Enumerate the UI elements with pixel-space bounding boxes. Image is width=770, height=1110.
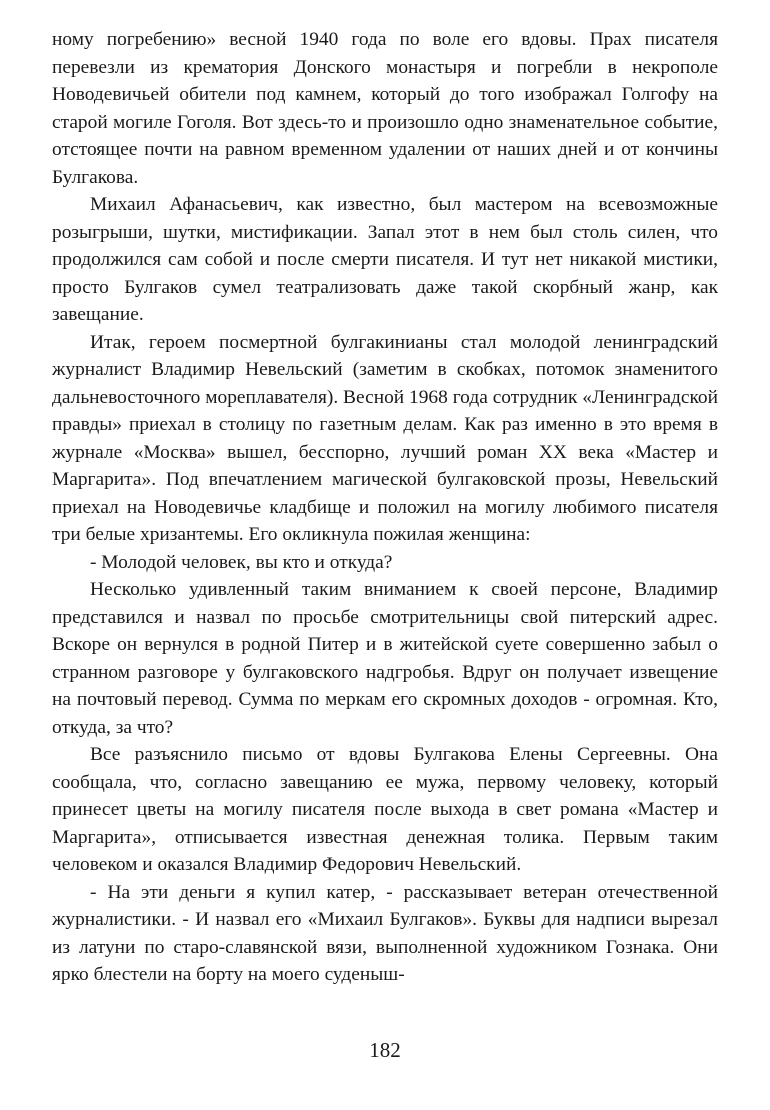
paragraph-7: - На эти деньги я купил катер, - рассказывает ветеран отечественной журналистики. - И назвал его «Михаил Булгаков». Буквы для надписи вырезал из латуни по старо-славянской вязи, выполненной художником Гознака. Они ярко блестели на борту на моего суденыш- <box>52 881 718 985</box>
paragraph-3: Итак, героем посмертной булгакинианы стал молодой ленинградский журналист Владимир Невельский (заметим в скобках, потомок знаменитого дальневосточного мореплавателя). Весной 1968 года сотрудник «Ленинградской правды» приехал в столицу по газетным делам. Как раз именно в это время в журнале «Москва» вышел, бесспорно, лучший роман XX века «Мастер и Маргарита». Под впечатлением магической булгаковской прозы, Невельский приехал на Новодевичье кладбище и положил на могилу любимого писателя три белые хризантемы. Его окликнула пожилая женщина: <box>52 331 718 545</box>
paragraph-6: Все разъяснило письмо от вдовы Булгакова Елены Сергеевны. Она сообщала, что, согласно завещанию ее мужа, первому человеку, который принесет цветы на могилу писателя после выхода в свет романа «Мастер и Маргарита», отписывается известная денежная толика. Первым таким человеком и оказался Владимир Федорович Невельский. <box>52 744 718 875</box>
page-number: 182 <box>369 1038 401 1062</box>
paragraph-1: ному погребению» весной 1940 года по воле его вдовы. Прах писателя перевезли из крематория Донского монастыря и погребли в некрополе Новодевичьей обители под камнем, который до того изображал Голгофу на старой могиле Гоголя. Вот здесь-то и произошло одно знаменательное событие, отстоящее почти на равном временном удалении от наших дней и от кончины Булгакова. <box>52 29 718 188</box>
paragraph-4: - Молодой человек, вы кто и откуда? <box>90 551 393 573</box>
paragraph-2: Михаил Афанасьевич, как известно, был мастером на всевозможные розыгрыши, шутки, мистификации. Запал этот в нем был столь силен, что продолжился сам собой и после смерти писателя. И тут нет никакой мистики, просто Булгаков сумел театрализовать даже такой скорбный жанр, как завещание. <box>52 194 718 325</box>
page-text <box>52 26 718 989</box>
paragraph-5: Несколько удивленный таким вниманием к своей персоне, Владимир представился и назвал по просьбе смотрительницы свой питерский адрес. Вскоре он вернулся в родной Питер и в житейской суете совершенно забыл о странном разговоре у булгаковского надгробья. Вдруг он получает извещение на почтовый перевод. Сумма по меркам его скромных доходов - огромная. Кто, откуда, за что? <box>52 579 718 738</box>
